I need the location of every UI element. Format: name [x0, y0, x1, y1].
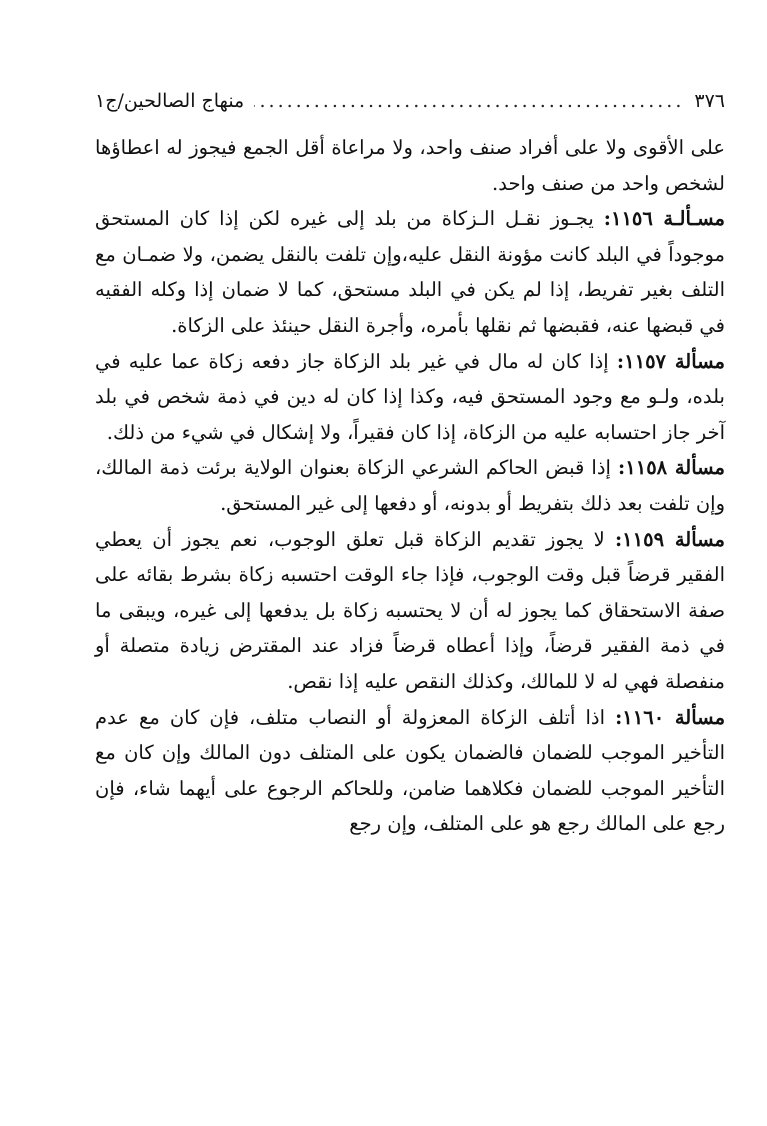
issue-1158 — [95, 450, 725, 521]
dot-leader — [254, 90, 684, 112]
page-body — [95, 130, 725, 842]
book-title: منهاج الصالحين/ج١ — [95, 90, 245, 112]
paragraph-text: لا يجوز تقديم الزكاة قبل تعلق الوجوب، نعم يجوز أن يعطي الفقير قرضاً قبل وقت الوجوب، فإذا جاء الوقت احتسبه زكاة بشرط بقائه على صفة الاستحقاق كما يجوز له أن لا يحتسبه زكاة بل يدفعها إلى غيره، ويبقى ما في ذمة الفقير قرضاً، وإذا أعطاه قرضاً فزاد عند المقترض زيادة متصلة أو منفصلة فهي له لا للمالك، وكذلك النقص عليه إذا نقص. — [95, 527, 725, 693]
issue-label: مسألة ١١٥٨: — [618, 456, 725, 480]
paragraph-text: إذا كان له مال في غير بلد الزكاة جاز دفعه زكاة عما عليه في بلده، ولـو مع وجود المستحق فيه، وكذا إذا كان له دين في ذمة شخص في بلد آخر جاز احتسابه عليه من الزكاة، إذا كان فقيراً، ولا إشكال في شيء من ذلك. — [95, 349, 725, 444]
issue-1157 — [95, 344, 725, 451]
paragraph-continuation — [95, 130, 725, 201]
issue-1159 — [95, 522, 725, 700]
paragraph-text: يجـوز نقـل الـزكاة من بلد إلى غيره لكن إذا كان المستحق موجوداً في البلد كانت مؤونة النقل عليه،وإن تلفت بالنقل يضمن، ولا ضمـان مع التلف بغير تفريط، إذا لم يكن في البلد مستحق، كما لا ضمان إذا وكله الفقيه في قبضها عنه، فقبضها ثم نقلها بأمره، وأجرة النقل حينئذ على الزكاة. — [95, 207, 725, 337]
issue-label: مسألة ١١٥٩: — [614, 527, 726, 551]
book-page — [95, 90, 725, 842]
issue-label: مسـألـة ١١٥٦: — [603, 207, 725, 231]
page-header — [95, 90, 725, 130]
issue-1160 — [95, 700, 725, 842]
paragraph-text: إذا قبض الحاكم الشرعي الزكاة بعنوان الولاية برئت ذمة المالك، وإن تلفت بعد ذلك بتفريط أو بدونه، أو دفعها إلى غير المستحق. — [95, 456, 725, 515]
issue-label: مسألة ١١٦٠: — [615, 705, 726, 729]
issue-label: مسألة ١١٥٧: — [616, 349, 726, 373]
paragraph-text: اذا أتلف الزكاة المعزولة أو النصاب متلف، فإن كان مع عدم التأخير الموجب للضمان فالضمان يكون على المتلف دون المالك وإن كان مع التأخير الموجب للضمان فكلاهما ضامن، وللحاكم الرجوع على أيهما شاء، فإن رجع على المالك رجع هو على المتلف، وإن رجع — [95, 705, 725, 836]
paragraph-text: على الأقوى ولا على أفراد صنف واحد، ولا مراعاة أقل الجمع فيجوز له اعطاؤها لشخص واحد من صنف واحد. — [95, 136, 725, 195]
issue-1156 — [95, 201, 725, 343]
page-number: ٣٧٦ — [694, 90, 725, 112]
